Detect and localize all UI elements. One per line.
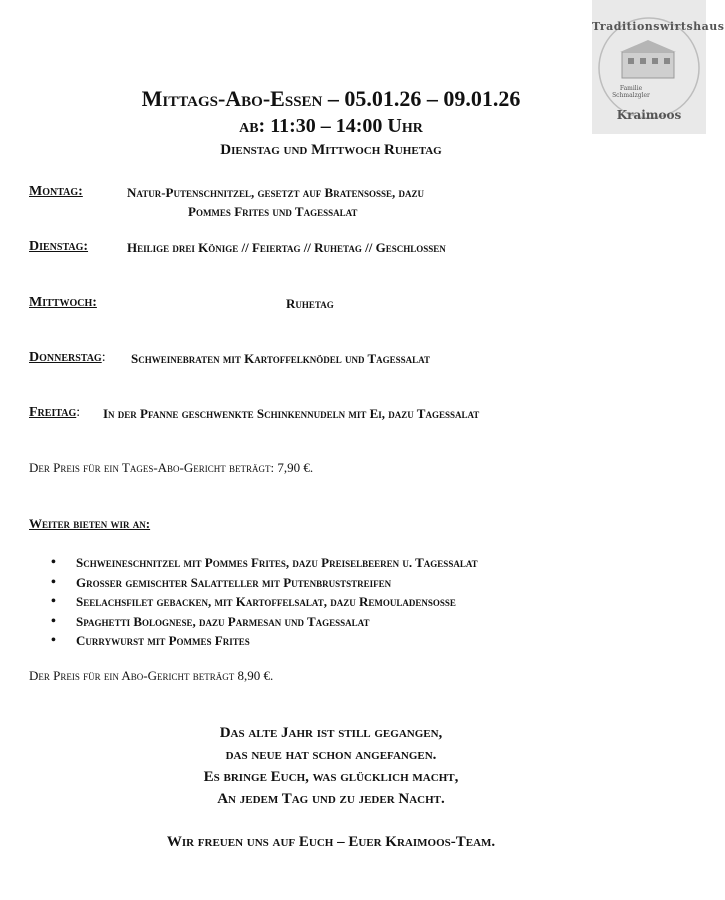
new-year-poem [0,722,662,810]
dish-monday: Natur-Putenschnitzel, gesetzt auf Bratensoße, dazu [127,185,425,200]
opening-hours: ab: 11:30 – 14:00 Uhr [239,115,423,137]
poem-line: Es bringe Euch, was glücklich macht, [203,769,459,785]
day-label-thursday: Donnerstag [29,350,102,365]
day-row-friday [29,405,80,421]
dish-tuesday: Heilige drei Könige // Feiertag // Ruhetag // Geschlossen [127,240,446,255]
offers-list [29,553,478,651]
poem-line: das neue hat schon angefangen. [225,747,437,763]
rest-days-note: Dienstag und Mittwoch Ruhetag [220,142,442,158]
dish-friday: In der Pfanne geschwenkte Schinkennudeln mit Ei, dazu Tagessalat [103,406,480,421]
day-label-wednesday: Mittwoch: [29,295,97,310]
list-item: • Spaghetti Bolognese, dazu Parmesan und Tagessalat [29,612,478,632]
list-item: • Seelachsfilet gebacken, mit Kartoffelsalat, dazu Remouladensoße [29,592,478,612]
day-label-monday: Montag: [29,184,83,199]
offers-heading: Weiter bieten wir an: [29,516,151,531]
dish-monday-line2: Pommes Frites und Tagessalat [188,204,358,219]
price-daily-abo: Der Preis für ein Tages-Abo-Gericht beträgt: 7,90 €. [29,460,314,475]
list-item: • Schweineschnitzel mit Pommes Frites, dazu Preiselbeeren u. Tagessalat [29,553,478,573]
logo-bottom-text: Kraimoos [616,108,682,122]
price-abo: Der Preis für ein Abo-Gericht beträgt 8,90 €. [29,668,274,683]
restaurant-logo [592,0,725,134]
day-label-friday: Freitag [29,405,77,420]
day-label-tuesday: Dienstag: [29,239,89,254]
day-separator: : [101,350,106,365]
list-item: • Großer gemischter Salatteller mit Putenbruststreifen [29,573,478,593]
dish-thursday: Schweinebraten mit Kartoffelknödel und Tagessalat [131,351,431,366]
poem-line: Das alte Jahr ist still gegangen, [219,725,443,741]
day-separator: : [76,405,81,420]
logo-top-text: Traditionswirtshaus [592,20,725,33]
dish-wednesday: Ruhetag [286,296,334,311]
closing-line: Wir freuen uns auf Euch – Euer Kraimoos-Team. [166,834,496,850]
logo-name-text: Schmalzgler [612,92,650,99]
day-row-thursday [29,350,106,366]
poem-line: An jedem Tag und zu jeder Nacht. [217,791,445,807]
list-item: • Currywurst mit Pommes Frites [29,631,478,651]
page-title: Mittags-Abo-Essen – 05.01.26 – 09.01.26 [141,86,521,111]
logo-family-text: Familie [619,85,643,92]
